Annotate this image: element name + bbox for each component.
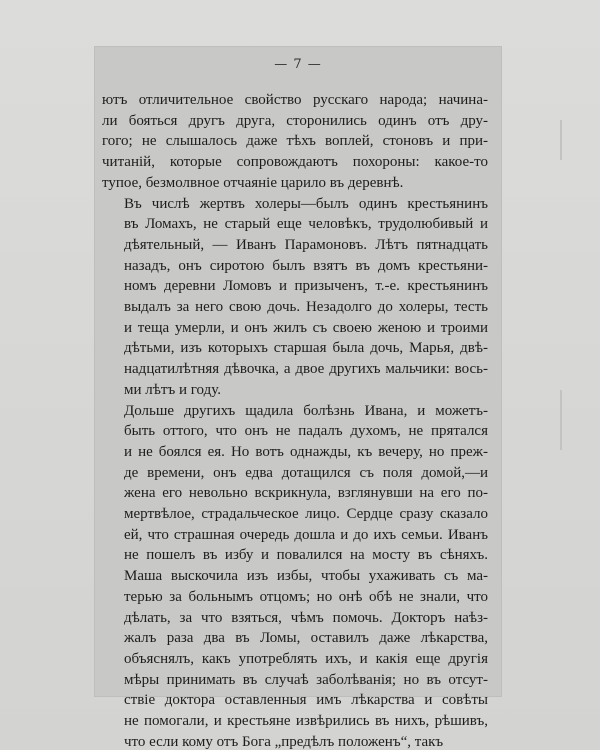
text-line: надцатилѣтняя дѣвочка, а двое другихъ мальчики: вось- (124, 361, 488, 378)
text-line: ми лѣтъ и году. (124, 381, 221, 398)
text-line: терью за больнымъ отцомъ; но онѣ обѣ не знали, что (124, 588, 488, 605)
text-line: жалъ раза два въ Ломы, оставилъ даже лѣкарства, (124, 630, 488, 647)
text-line: жена его невольно вскрикнула, взглянувши на его по- (124, 485, 488, 502)
text-line: не пошелъ въ избу и повалился на мосту въ сѣняхъ. (124, 547, 488, 564)
text-line: Дольше другихъ щадила болѣзнь Ивана, и можетъ- (124, 402, 488, 419)
text-line: Въ числѣ жертвъ холеры—былъ одинъ крестьянинъ (124, 195, 488, 212)
text-line: въ Ломахъ, не старый еще человѣкъ, трудолюбивый и (124, 216, 488, 233)
text-line: и не боялся ея. Но вотъ однажды, къ вечеру, но преж- (124, 443, 488, 460)
text-line: гого; не слышалось даже тѣхъ воплей, стоновъ и при- (102, 133, 488, 150)
text-line: ли бояться другъ друга, сторонились одинъ отъ дру- (102, 112, 488, 129)
text-line: де времени, онъ едва дотащился съ поля домой,—и (124, 464, 488, 481)
text-line: читаній, которые сопровождаютъ похороны: какое-то (102, 154, 488, 171)
text-line: мѣры принимать въ случаѣ заболѣванія; но въ отсут- (124, 671, 488, 688)
text-line: ствіе доктора оставленныя имъ лѣкарства и совѣты (124, 692, 488, 709)
text-line: Маша выскочила изъ избы, чтобы ухаживать съ ма- (124, 568, 488, 585)
text-line: дѣлать, за что взяться, чѣмъ помочь. Докторъ наѣз- (124, 609, 488, 626)
scan-edge-mark (560, 120, 562, 160)
text-line: объяснялъ, какъ употреблять ихъ, и какія еще другія (124, 650, 488, 667)
text-line: дѣтьми, изъ которыхъ старшая была дочь, Марья, двѣ- (124, 340, 488, 357)
page-number: — 7 — (274, 57, 322, 72)
text-line: не помогали, и крестьяне извѣрились въ нихъ, рѣшивъ, (124, 713, 488, 730)
text-line: выдалъ за него свою дочь. Незадолго до холеры, тесть (124, 299, 488, 316)
text-line: тупое, безмолвное отчаяніе царило въ деревнѣ. (102, 174, 404, 191)
text-line: быть оттого, что онъ не падалъ духомъ, не прятался (124, 423, 488, 440)
text-line: ей, что страшная очередь дошла и до ихъ семьи. Иванъ (124, 526, 488, 543)
paragraph (102, 401, 488, 750)
body-text (102, 90, 488, 750)
text-line: назадъ, онъ сиротою былъ взятъ въ домъ крестьяни- (124, 257, 488, 274)
text-line: мертвѣлое, страдальческое лицо. Сердце сразу сказало (124, 506, 488, 523)
text-line: и теща умерли, и онъ жилъ съ своею женою и троими (124, 319, 488, 336)
paragraph (102, 194, 488, 401)
text-line: дѣятельный, — Иванъ Парамоновъ. Лѣтъ пятнадцать (124, 236, 488, 253)
text-line: номъ деревни Ломовъ и призыченъ, т.-е. крестьянинъ (124, 278, 488, 295)
text-line: что если кому отъ Бога „предѣлъ положенъ“, такъ (124, 733, 444, 750)
text-line: ютъ отличительное свойство русскаго народа; начина- (102, 92, 488, 108)
scan-edge-mark (560, 390, 562, 450)
paragraph (102, 90, 488, 194)
